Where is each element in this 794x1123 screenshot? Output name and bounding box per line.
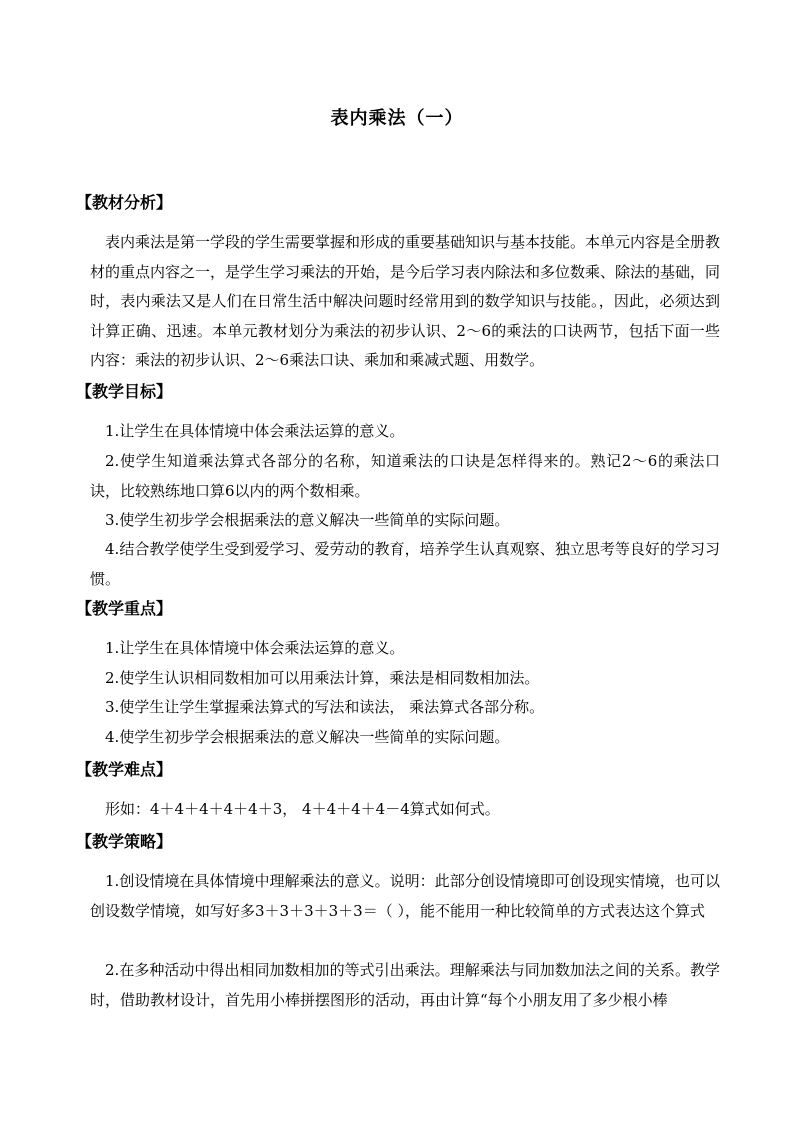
list-item: 3.使学生让学生掌握乘法算式的写法和读法， 乘法算式各部分称。 (105, 698, 545, 716)
section-heading-strategies: 【教学策略】 (76, 832, 173, 851)
list-item: 4.结合教学使学生受到爱学习、爱劳动的教育，培养学生认真观察、独立思考等良好的学习习惯。 (90, 540, 720, 588)
list-item: 1.创设情境在具体情境中理解乘法的意义。说明：此部分创设情境即可创设现实情境，也可以创设数学情境，如写好多3＋3＋3＋3＋3＝（ ），能不能用一种比较简单的方式表达这个算式 (90, 872, 720, 920)
section-paragraph: 表内乘法是第一学段的学生需要掌握和形成的重要基础知识与基本技能。本单元内容是全册教材的重点内容之一，是学生学习乘法的开始，是今后学习表内除法和多位数乘、除法的基础，同时，表内乘法又是人们在日常生活中解决问题时经常用到的数学知识与技能。，因此，必须达到计算正确、迅速。本单元教材划分为乘法的初步认识、2～6的乘法的口诀两节，包括下面一些内容：乘法的初步认识、2～6乘法口诀、乘加和乘减式题、用数学。 (90, 233, 721, 369)
list-item: 2.在多种活动中得出相同加数相加的等式引出乘法。理解乘法与同加数加法之间的关系。教学时，借助教材设计，首先用小棒拼摆图形的活动，再由计算“每个小朋友用了多少根小棒 (90, 961, 720, 1009)
list-item: 3.使学生初步学会根据乘法的意义解决一些简单的实际问题。 (105, 511, 510, 529)
section-heading-difficulties: 【教学难点】 (76, 760, 173, 779)
list-item: 1.让学生在具体情境中体会乘法运算的意义。 (105, 639, 405, 657)
page-title: 表内乘法（一） (330, 108, 464, 129)
section-heading-analysis: 【教材分析】 (76, 193, 173, 212)
list-item: 形如：4＋4＋4＋4＋4＋3， 4＋4＋4＋4－4算式如何式。 (105, 800, 500, 818)
list-item: 1.让学生在具体情境中体会乘法运算的意义。 (105, 422, 405, 440)
section-heading-key-points: 【教学重点】 (76, 599, 173, 618)
section-heading-goals: 【教学目标】 (76, 382, 173, 401)
list-item: 4.使学生初步学会根据乘法的意义解决一些简单的实际问题。 (105, 728, 510, 746)
list-item: 2.使学生认识相同数相加可以用乘法计算，乘法是相同数相加法。 (105, 669, 540, 687)
list-item: 2.使学生知道乘法算式各部分的名称，知道乘法的口诀是怎样得来的。熟记2～6的乘法口诀，比较熟练地口算6以内的两个数相乘。 (90, 452, 720, 500)
